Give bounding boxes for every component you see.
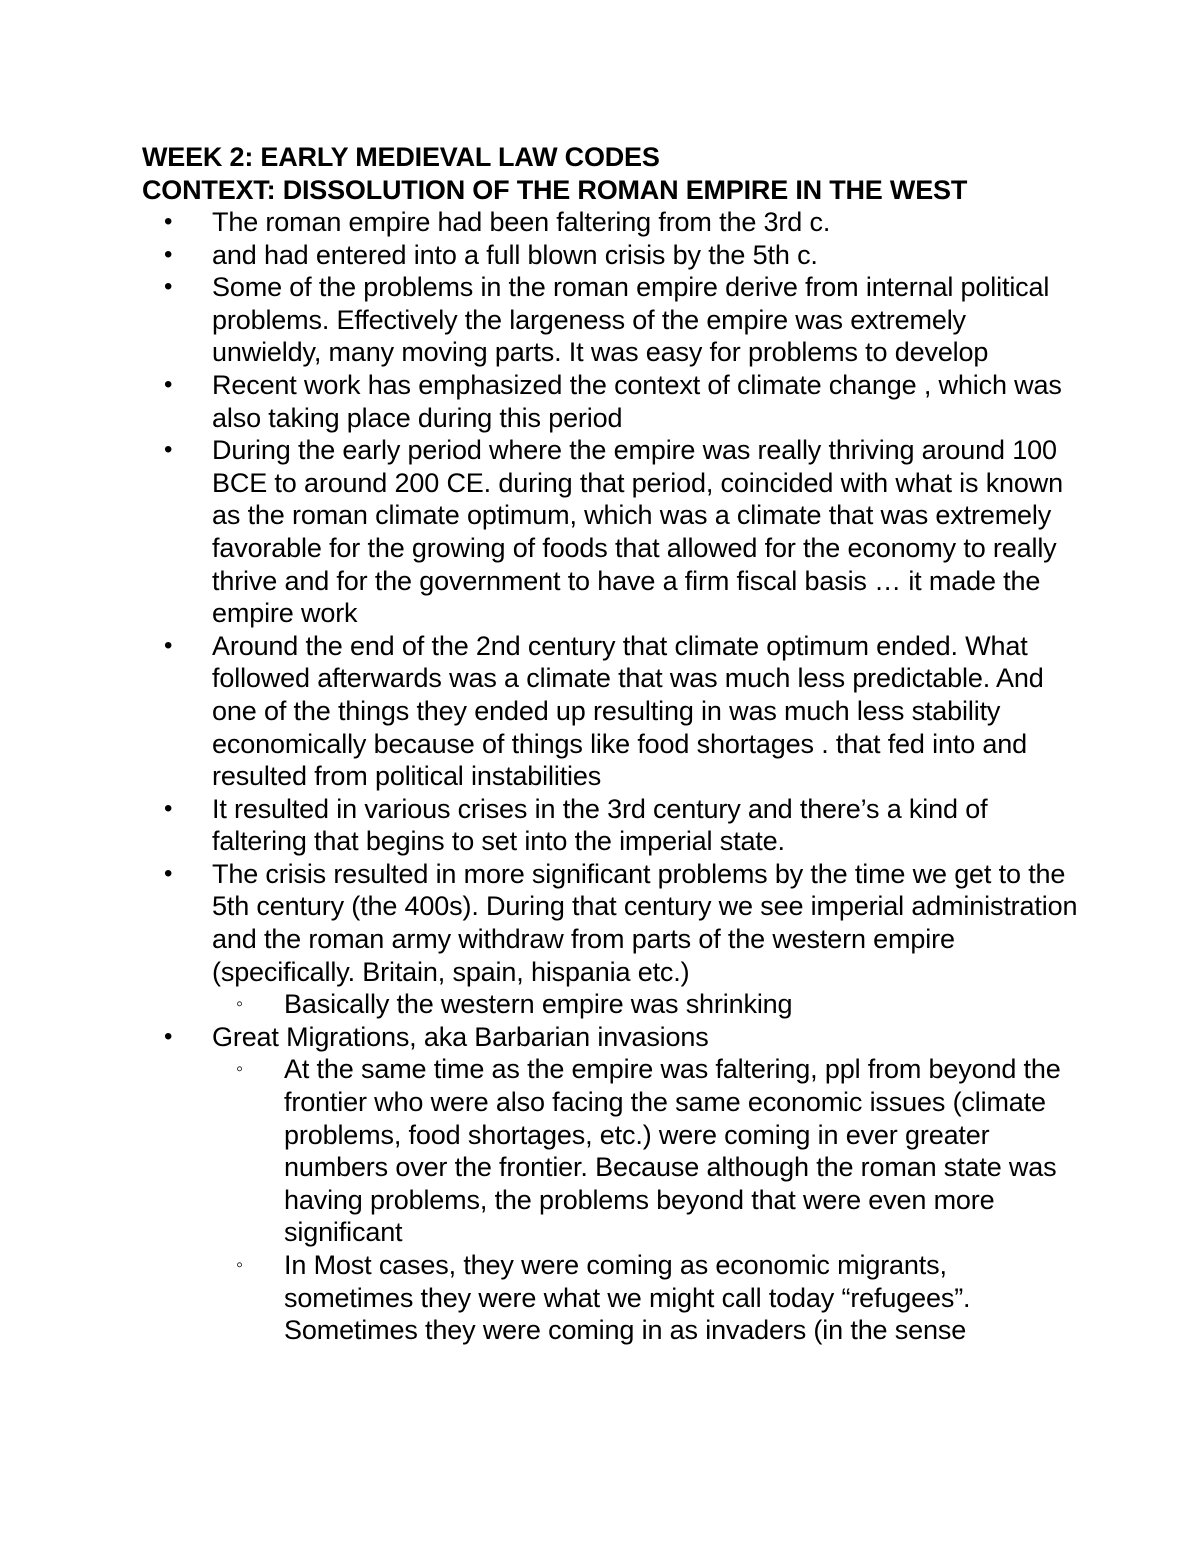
list-item (142, 858, 1082, 1021)
bullet-icon: • (164, 370, 173, 398)
list-item (142, 1021, 1082, 1347)
list-item-text: The roman empire had been faltering from the 3rd c. (212, 207, 831, 237)
bullet-icon: • (164, 794, 173, 822)
sub-bullet-icon: ◦ (236, 1254, 243, 1276)
sub-bullet-list (212, 988, 1082, 1021)
list-item (142, 206, 1082, 239)
bullet-icon: • (164, 240, 173, 268)
sub-bullet-icon: ◦ (236, 993, 243, 1016)
bullet-icon: • (164, 208, 173, 235)
sub-bullet-list (212, 1053, 1082, 1346)
sub-list-item (212, 1249, 1082, 1347)
document-title: WEEK 2: EARLY MEDIEVAL LAW CODES (142, 142, 660, 172)
list-item-text: Around the end of the 2nd century that climate optimum ended. What followed afterwards was a climate that was much less predictable. And one of the things they ended up resulting in was much less stability economically because of things like food shortages . that fed into and resulted from political instabilities (212, 630, 1044, 792)
bullet-icon: • (164, 631, 173, 659)
sub-list-item (212, 988, 1082, 1021)
sub-bullet-icon: ◦ (236, 1058, 243, 1081)
list-item (142, 369, 1082, 434)
list-item (142, 271, 1082, 369)
list-item-text: During the early period where the empire was really thriving around 100 BCE to around 200 CE. during that period, coincided with what is known as the roman climate optimum, which was a climate that was extremely favorable for the growing of foods that allowed for the economy to really thrive and for the government to have a firm fiscal basis … it made the empire work (212, 435, 1063, 629)
sub-list-item-text: In Most cases, they were coming as economic migrants, sometimes they were what we might call today “refugees”. Sometimes they were coming in as invaders (in the sense (284, 1250, 971, 1346)
list-item-text: The crisis resulted in more significant problems by the time we get to the 5th century (the 400s). During that century we see imperial administration and the roman army withdraw from parts of the western empire (specifically. Britain, spain, hispania etc.) (212, 858, 1078, 987)
sub-list-item (212, 1053, 1082, 1249)
bullet-icon: • (164, 436, 173, 464)
list-item-text: Great Migrations, aka Barbarian invasions (212, 1021, 709, 1052)
bullet-icon: • (164, 1022, 173, 1050)
bullet-list (142, 206, 1082, 1347)
list-item (142, 434, 1082, 630)
list-item (142, 793, 1082, 858)
list-item (142, 239, 1082, 272)
sub-list-item-text: Basically the western empire was shrinking (284, 989, 793, 1020)
list-item-text: and had entered into a full blown crisis by the 5th c. (212, 239, 818, 270)
document-subtitle: CONTEXT: DISSOLUTION OF THE ROMAN EMPIRE IN THE WEST (142, 174, 968, 205)
bullet-icon: • (164, 859, 173, 887)
bullet-icon: • (164, 273, 173, 301)
list-item-text: Some of the problems in the roman empire derive from internal political problems. Effectively the largeness of the empire was extremely unwieldy, many moving parts. It was easy for problems to develop (212, 272, 1050, 368)
list-item-text: Recent work has emphasized the context of climate change , which was also taking place during this period (212, 369, 1062, 433)
list-item (142, 630, 1082, 793)
list-item-text: It resulted in various crises in the 3rd century and there’s a kind of faltering that begins to set into the imperial state. (212, 793, 988, 857)
document-content (142, 141, 1082, 1347)
sub-list-item-text: At the same time as the empire was faltering, ppl from beyond the frontier who were also facing the same economic issues (climate problems, food shortages, etc.) were coming in ever greater numbers over the frontier. Because although the roman state was having problems, the problems beyond that were even more significant (284, 1054, 1061, 1248)
